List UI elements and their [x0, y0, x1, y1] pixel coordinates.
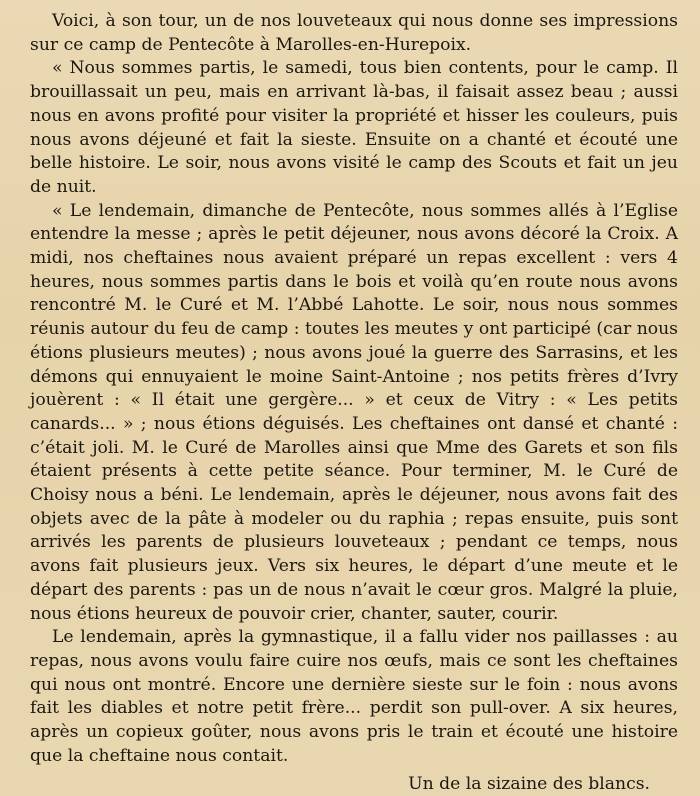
intro-paragraph: Voici, à son tour, un de nos louveteaux qui nous donne ses impressions sur ce camp de Pentecôte à Marolles-en-Hurepoix.	[30, 10, 678, 57]
signature: Un de la sizaine des blancs.	[30, 773, 678, 796]
saturday-paragraph: « Nous sommes partis, le samedi, tous bien contents, pour le camp. Il brouillassait un peu, mais en arrivant là-bas, il faisait assez beau ; aussi nous en avons profité pour visiter la propriété et hisser les couleurs, puis nous avons déjeuné et fait la sieste. Ensuite on a chanté et écouté une belle histoire. Le soir, nous avons visité le camp des Scouts et fait un jeu de nuit.	[30, 57, 678, 199]
pentecost-sunday-paragraph: « Le lendemain, dimanche de Pentecôte, nous sommes allés à l’Eglise entendre la messe ; après le petit déjeuner, nous avons décoré la Croix. A midi, nos cheftaines nous avaient préparé un repas excellent : vers 4 heures, nous sommes partis dans le bois et voilà qu’en route nous avons rencontré M. le Curé et M. l’Abbé Lahotte. Le soir, nous nous sommes réunis autour du feu de camp : toutes les meutes y ont participé (car nous étions plusieurs meutes) ; nous avons joué la guerre des Sarrasins, et les démons qui ennuyaient le moine Saint-Antoine ; nos petits frères d’Ivry jouèrent : « Il était une gergère... » et ceux de Vitry : « Les petits canards... » ; nous étions déguisés. Les cheftaines ont dansé et chanté : c’était joli. M. le Curé de Marolles ainsi que Mme des Garets et son fils étaient présents à cette petite séance. Pour terminer, M. le Curé de Choisy nous a béni. Le lendemain, après le déjeuner, nous avons fait des objets avec de la pâte à modeler ou du raphia ; repas ensuite, puis sont arrivés les parents de plusieurs louveteaux ; pendant ce temps, nous avons fait plusieurs jeux. Vers six heures, le départ d’une meute et le départ des parents : pas un de nous n’avait le cœur gros. Malgré la pluie, nous étions heureux de pouvoir crier, chanter, sauter, courir.	[30, 200, 678, 627]
last-day-paragraph: Le lendemain, après la gymnastique, il a fallu vider nos paillasses : au repas, nous avons voulu faire cuire nos œufs, mais ce sont les cheftaines qui nous ont montré. Encore une dernière sieste sur le foin : nous avons fait les diables et notre petit frère... perdit son pull-over. A six heures, après un copieux goûter, nous avons pris le train et écouté une histoire que la cheftaine nous contait.	[30, 626, 678, 768]
